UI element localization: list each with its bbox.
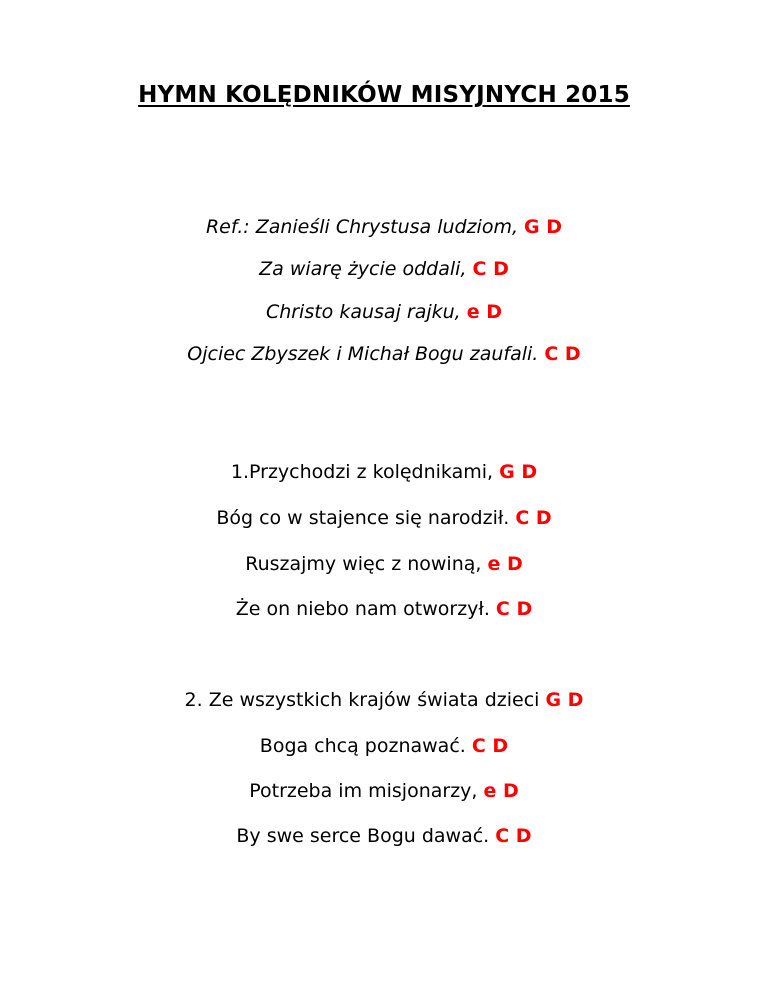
chord-label: C D — [495, 598, 533, 620]
verse2-line-3 — [0, 780, 768, 802]
lyric-text: Ojciec Zbyszek i Michał Bogu zaufali. — [187, 343, 545, 365]
chord-label: C D — [515, 507, 552, 529]
chord-label: e D — [483, 780, 519, 802]
lyric-text: Ruszajmy więc z nowiną, — [245, 553, 488, 575]
verse2-line-1 — [0, 689, 768, 711]
lyric-text: 2. Ze wszystkich krajów świata dzieci — [184, 689, 546, 711]
lyric-text: Za wiarę życie oddali, — [259, 258, 473, 280]
document-title: HYMN KOLĘDNIKÓW MISYJNYCH 2015 — [138, 82, 630, 108]
chord-label: C D — [471, 735, 509, 757]
chord-label: G D — [524, 216, 563, 238]
verse1-line-2 — [0, 507, 768, 529]
refrain-line-3 — [0, 301, 768, 323]
lyric-text: Boga chcą poznawać. — [259, 735, 472, 757]
chord-label: C D — [544, 343, 581, 365]
verse1-line-3 — [0, 553, 768, 575]
verse2-line-2 — [0, 735, 768, 757]
lyric-text: Potrzeba im misjonarzy, — [249, 780, 484, 802]
lyric-text: Christo kausaj rajku, — [265, 301, 467, 323]
verse1-line-4 — [0, 598, 768, 620]
lyric-text: Ref.: Zanieśli Chrystusa ludziom, — [205, 216, 525, 238]
refrain-line-1 — [0, 216, 768, 238]
chord-label: G D — [499, 461, 538, 483]
chord-label: C D — [472, 258, 509, 280]
chord-label: G D — [545, 689, 584, 711]
lyric-text: By swe serce Bogu dawać. — [236, 825, 496, 847]
lyric-text: Że on niebo nam otworzył. — [235, 598, 496, 620]
chord-label: e D — [487, 553, 523, 575]
verse2-line-4 — [0, 825, 768, 847]
lyric-text: Bóg co w stajence się narodził. — [216, 507, 516, 529]
refrain-line-2 — [0, 258, 768, 280]
verse1-line-1 — [0, 461, 768, 483]
chord-label: e D — [466, 301, 503, 323]
lyric-text: 1.Przychodzi z kolędnikami, — [230, 461, 500, 483]
chord-label: C D — [495, 825, 532, 847]
refrain-line-4 — [0, 343, 768, 365]
